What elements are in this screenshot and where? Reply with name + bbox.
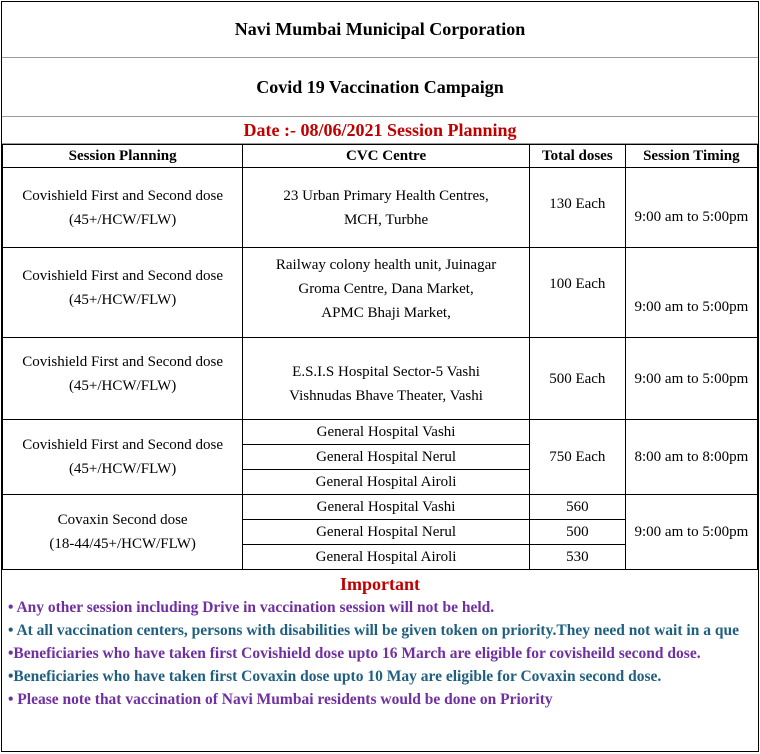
centre-cell: General Hospital Nerul [243,445,530,470]
note-item: • Any other session including Drive in vaccination session will not be held. [8,599,495,616]
doses-cell: 130 Each [529,168,625,248]
centre-cell: General Hospital Vashi [243,420,530,445]
note-item: • Please note that vaccination of Navi Mumbai residents would be done on Priority [8,691,553,708]
doses-cell: 560 [529,495,625,520]
doses-cell: 530 [529,545,625,570]
table-header-row [3,145,758,168]
centre-cell: Railway colony health unit, Juinagar Groma Centre, Dana Market, APMC Bhaji Market, [243,248,530,338]
note-item: • At all vaccination centers, persons with disabilities will be given token on priority.They need not wait in a que [8,622,739,639]
important-heading: Important [340,574,420,594]
session-cell: Covishield First and Second dose (45+/HCW/FLW) [3,248,243,338]
timing-cell: 8:00 am to 8:00pm [625,420,757,495]
doses-cell: 100 Each [529,248,625,338]
session-cell: Covishield First and Second dose (45+/HCW/FLW) [3,338,243,420]
centre-cell: E.S.I.S Hospital Sector-5 Vashi Vishnudas Bhave Theater, Vashi [243,338,530,420]
table-row [3,420,758,445]
centre-cell: General Hospital Airoli [243,470,530,495]
doses-cell: 500 Each [529,338,625,420]
date-line: Date :- 08/06/2021 Session Planning [2,117,758,144]
important-notes [2,596,758,711]
note-item: •Beneficiaries who have taken first Covaxin dose upto 10 May are eligible for Covaxin second dose. [8,668,662,685]
session-cell: Covaxin Second dose (18-44/45+/HCW/FLW) [3,495,243,570]
centre-cell: General Hospital Nerul [243,520,530,545]
org-title: Navi Mumbai Municipal Corporation [2,2,758,58]
timing-cell: 9:00 am to 5:00pm [625,338,757,420]
session-table [2,144,758,570]
campaign-title: Covid 19 Vaccination Campaign [2,58,758,117]
session-cell: Covishield First and Second dose (45+/HCW/FLW) [3,420,243,495]
table-row [3,338,758,420]
doses-cell: 750 Each [529,420,625,495]
timing-cell: 9:00 am to 5:00pm [625,248,757,338]
note-item: •Beneficiaries who have taken first Covishield dose upto 16 March are eligible for covisheild second dose. [8,645,701,662]
doses-cell: 500 [529,520,625,545]
table-row [3,168,758,248]
timing-cell: 9:00 am to 5:00pm [625,168,757,248]
table-row [3,495,758,520]
timing-cell: 9:00 am to 5:00pm [625,495,757,570]
session-cell: Covishield First and Second dose (45+/HCW/FLW) [3,168,243,248]
centre-cell: General Hospital Airoli [243,545,530,570]
col-header-timing: Session Timing [625,145,757,168]
centre-cell: General Hospital Vashi [243,495,530,520]
centre-cell: 23 Urban Primary Health Centres, MCH, Turbhe [243,168,530,248]
col-header-doses: Total doses [529,145,625,168]
vaccination-notice [1,1,759,752]
col-header-session: Session Planning [3,145,243,168]
table-row [3,248,758,338]
col-header-centre: CVC Centre [243,145,530,168]
